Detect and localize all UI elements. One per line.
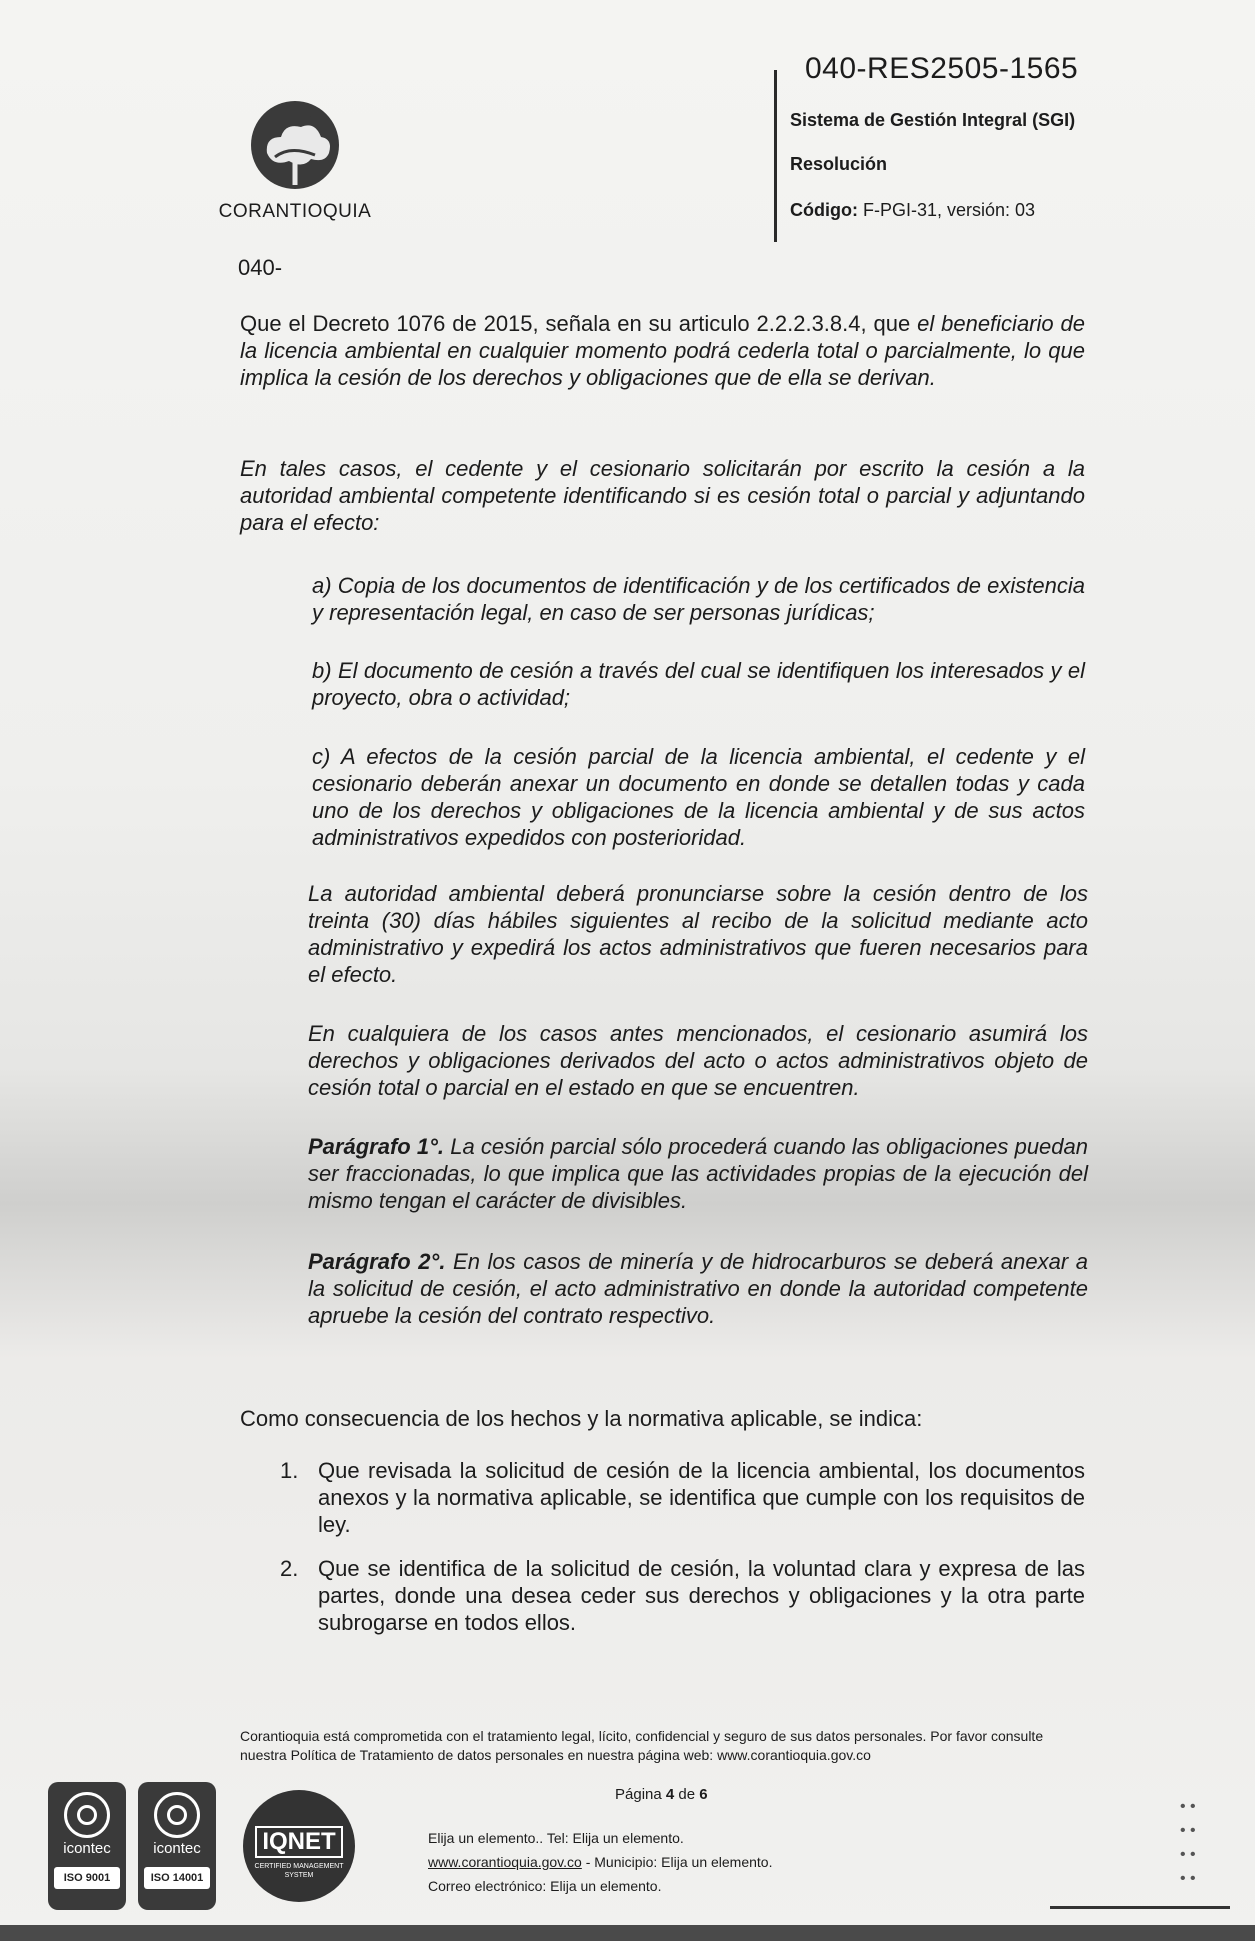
- cloud-logo-icon: [245, 95, 345, 195]
- requirement-b: b) El documento de cesión a través del cual se identifiquen los interesados y el proyecto, obra o actividad;: [312, 658, 1085, 710]
- header-divider: [774, 70, 777, 242]
- page-bottom-edge: [0, 1925, 1255, 1941]
- requirement-c: c) A efectos de la cesión parcial de la licencia ambiental, el cedente y el cesionario deberán anexar un documento en donde se detallen todas y cada uno de los derechos y obligaciones de la licencia ambiental y de sus actos administrativos expedidos con posterioridad.: [312, 744, 1085, 850]
- paragrafo-2: Parágrafo 2°. En los casos de minería y de hidrocarburos se deberá anexar a la solicitud de cesión, el acto administrativo en donde la autoridad competente apruebe la cesión del contrato respectivo.: [308, 1249, 1088, 1328]
- requirement-a: a) Copia de los documentos de identificación y de los certificados de existencia y representación legal, en caso de ser personas jurídicas;: [312, 573, 1085, 625]
- reference-number: 040-: [238, 255, 283, 280]
- conclusions-list: [280, 1457, 1085, 1636]
- document-code: 040-RES2505-1565: [805, 52, 1079, 85]
- document-type: Resolución: [790, 154, 888, 174]
- paragraph-autoridad: La autoridad ambiental deberá pronunciarse sobre la cesión dentro de los treinta (30) días hábiles siguientes al recibo de la solicitud mediante acto administrativo y expedirá los actos administrativos que fueren necesarios para el efecto.: [308, 881, 1088, 987]
- website-link[interactable]: www.corantioquia.gov.co: [428, 1854, 582, 1870]
- iqnet-badge: IQNET CERTIFIED MANAGEMENT SYSTEM: [243, 1790, 355, 1902]
- email-line: Correo electrónico: Elija un elemento.: [428, 1878, 662, 1894]
- system-name: Sistema de Gestión Integral (SGI): [790, 110, 1076, 130]
- paragraph-cesionario: En cualquiera de los casos antes mencionados, el cesionario asumirá los derechos y obligaciones derivados del acto o actos administrativos objeto de cesión total o parcial en el estado en que se encuentren.: [308, 1021, 1088, 1100]
- paragraph-cesion-request: En tales casos, el cedente y el cesionario solicitarán por escrito la cesión a la autoridad ambiental competente identificando si es cesión total o parcial y adjuntando para el efecto:: [240, 456, 1085, 535]
- page-number: Página 4 de 6: [615, 1786, 708, 1803]
- contact-line: Elija un elemento.. Tel: Elija un elemento.: [428, 1830, 684, 1846]
- icontec-iso9001-badge: icontec ISO 9001: [48, 1782, 126, 1910]
- paragrafo-1: Parágrafo 1°. La cesión parcial sólo procederá cuando las obligaciones puedan ser fraccionadas, lo que implica que las actividades propias de la ejecución del mismo tengan el carácter de divisibles.: [308, 1134, 1089, 1213]
- paragraph-decreto: Que el Decreto 1076 de 2015, señala en su articulo 2.2.2.3.8.4, que el beneficiario de la licencia ambiental en cualquier momento podrá cederla total o parcialmente, lo que implica la cesión de los derechos y obligaciones que de ella se derivan.: [240, 311, 1085, 390]
- corantioquia-logo: [210, 95, 380, 223]
- icontec-icon: [154, 1792, 200, 1838]
- icontec-icon: [64, 1792, 110, 1838]
- list-item: 2. Que se identifica de la solicitud de cesión, la voluntad clara y expresa de las partes, donde una desea ceder sus derechos y obligaciones y la otra parte subrogarse en todos ellos.: [280, 1556, 1085, 1635]
- icontec-iso14001-badge: icontec ISO 14001: [138, 1782, 216, 1910]
- privacy-notice: Corantioquia está comprometida con el tratamiento legal, lícito, confidencial y seguro de sus datos personales. Por favor consulte nuestra Política de Tratamiento de datos personales en nuestra página web: www.corantioquia.gov.co: [240, 1728, 1044, 1763]
- conclusion-intro: Como consecuencia de los hechos y la normativa aplicable, se indica:: [240, 1406, 923, 1431]
- contact-info: [428, 1826, 772, 1898]
- decorative-dots: • • • • • • • •: [1180, 1798, 1196, 1887]
- list-item: 1. Que revisada la solicitud de cesión de la licencia ambiental, los documentos anexos y la normativa aplicable, se identifica que cumple con los requisitos de ley.: [280, 1458, 1085, 1537]
- org-name: CORANTIOQUIA: [218, 201, 372, 222]
- form-code: Código: F-PGI-31, versión: 03: [790, 200, 1036, 220]
- website-line: www.corantioquia.gov.co - Municipio: Elija un elemento.: [428, 1854, 773, 1870]
- footer-rule: [1050, 1906, 1230, 1909]
